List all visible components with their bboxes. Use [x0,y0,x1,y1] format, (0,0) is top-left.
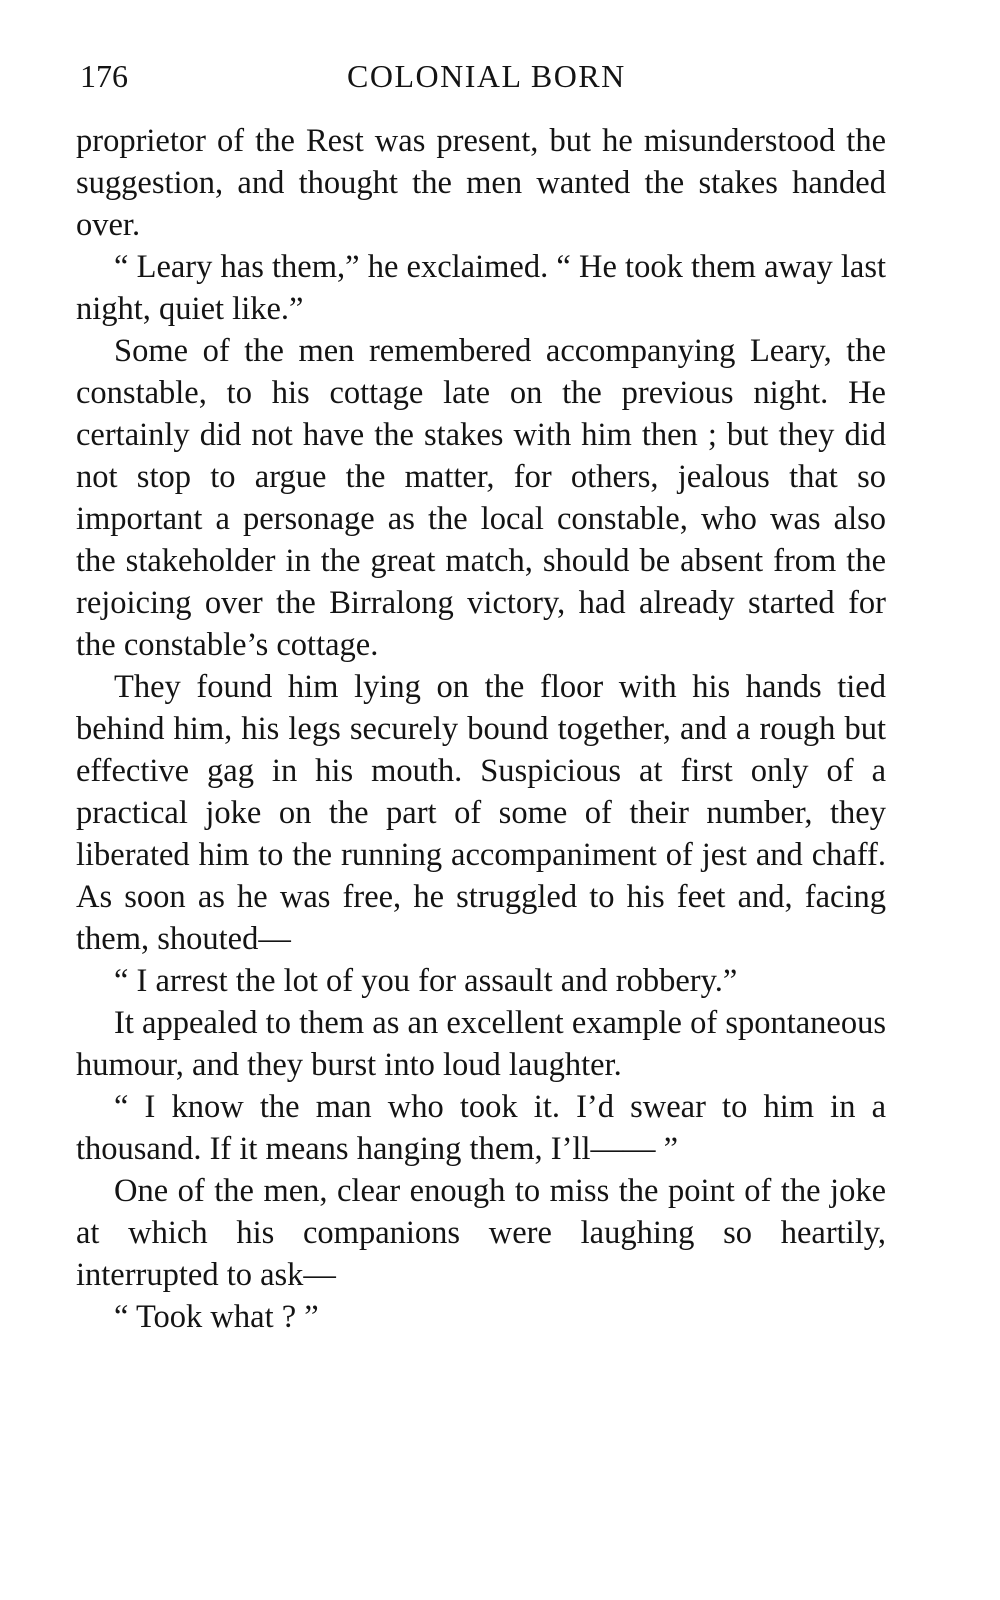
page-header [0,56,1000,96]
running-title: COLONIAL BORN [347,58,626,94]
paragraph-8: One of the men, clear enough to miss the point of the joke at which his companions were laughing so heartily, interrupted to ask— [76,1173,886,1293]
paragraph-1: proprietor of the Rest was present, but he misunderstood the suggestion, and thought the men wanted the stakes handed over. [76,123,886,243]
paragraph-4: They found him lying on the floor with his hands tied behind him, his legs securely bound together, and a rough but effective gag in his mouth. Suspicious at first only of a practical joke on the part of some of their number, they liberated him to the running accompaniment of jest and chaff. As soon as he was free, he struggled to his feet and, facing them, shouted— [76,669,886,957]
body-text [76,120,886,1338]
paragraph-9: “ Took what ? ” [114,1299,319,1335]
paragraph-3: Some of the men remembered accompanying Leary, the constable, to his cottage late on the previous night. He certainly did not have the stakes with him then ; but they did not stop to argue the matter, for others, jealous that so important a personage as the local constable, who was also the stakeholder in the great match, should be absent from the rejoicing over the Birralong victory, had already started for the constable’s cottage. [76,333,886,663]
paragraph-5: “ I arrest the lot of you for assault and robbery.” [114,963,738,999]
paragraph-2: “ Leary has them,” he exclaimed. “ He took them away last night, quiet like.” [76,249,886,327]
page-number: 176 [80,58,128,94]
paragraph-7: “ I know the man who took it. I’d swear to him in a thousand. If it means hanging them, I’ll—— ” [76,1089,886,1167]
paragraph-6: It appealed to them as an excellent example of spontaneous humour, and they burst into loud laughter. [76,1005,886,1083]
